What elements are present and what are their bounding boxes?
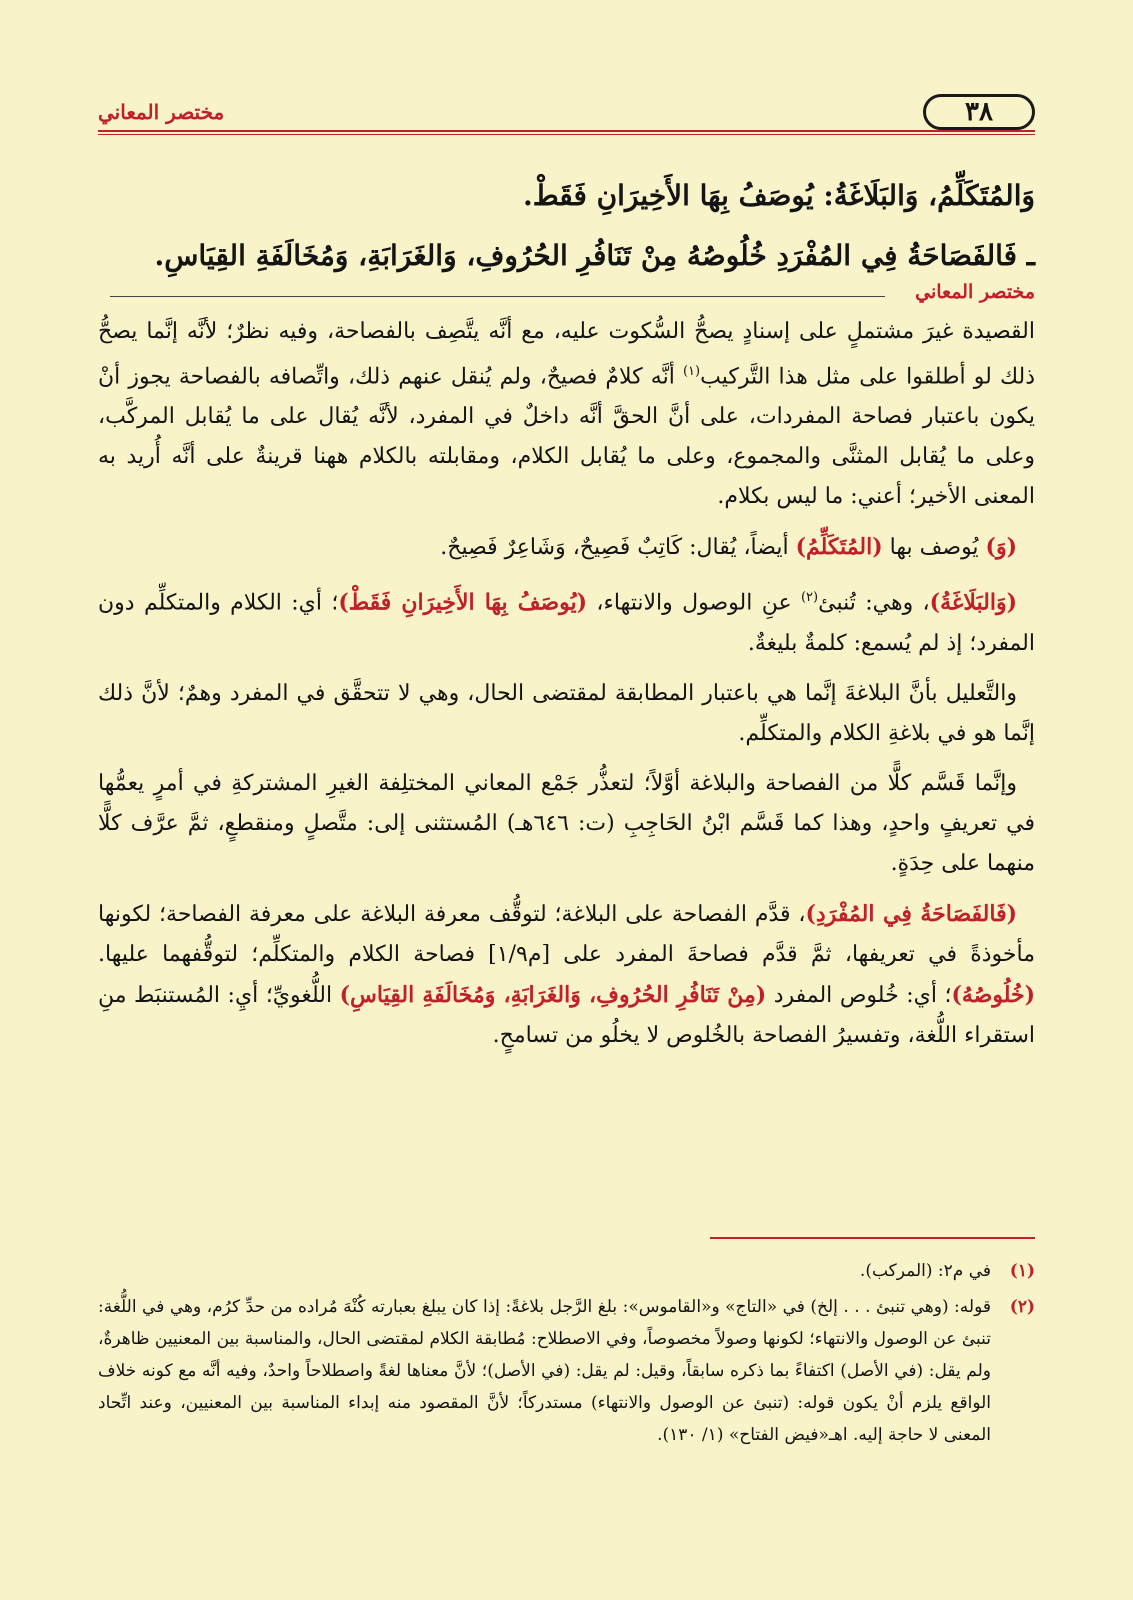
footnotes [98,1255,1035,1455]
section-rule [110,296,885,297]
matn-quote: (وَالبَلَاغَةُ) [929,589,1017,616]
matn-quote: (خُلُوصُهُ) [951,981,1036,1008]
paragraph-3 [98,578,1035,663]
paragraph-text: القصيدة غيرَ مشتملٍ على إسنادٍ يصحُّ السُّكوت عليه، مع أنَّه يتَّصِف بالفصاحة، وفيه نظرٌ؛ لأنَّه إنَّما يصحُّ ذلك لو أطلقوا على مثل هذا التَّركيب [98,319,1035,390]
paragraph-6 [98,894,1035,1056]
paragraph-text: يُوصف بها [882,535,986,561]
commentary-body [98,312,1035,1066]
matn-quote: (يُوصَفُ بِهَا الأَخِيرَانِ فَقَطْ) [338,589,588,616]
paragraph-text: عنِ الوصول والانتهاء، [587,590,801,616]
matn-line-1: وَالمُتَكَلِّمُ، وَالبَلَاغَةُ: يُوصَفُ بِهَا الأَخِيرَانِ فَقَطْ. [522,179,1035,212]
paragraph-text: ؛ أي: الكلام والمتكلِّم دون المفرد؛ إذ لم يُسمع: كلمةٌ بليغةٌ. [98,590,1035,656]
paragraph-text: أيضاً، يُقال: كَاتِبٌ فَصِيحٌ، وَشَاعِرٌ فَصِيحٌ. [440,535,796,561]
paragraph-5: وإنَّما قَسَّم كلًّا من الفصاحة والبلاغة أوَّلاً؛ لتعذُّر جَمْع المعاني المختلِفة الغيرِ المشتركةِ في أمرٍ يعمُّها في تعريفٍ واحدٍ، وهذا كما قَسَّم ابْنُ الحَاجِبِ (ت: ٦٤٦هـ) المُستثنى إلى: متَّصلٍ ومنقطعٍ، ثمَّ عرَّف كلًّا منهما على حِدَةٍ. [98,770,1035,876]
footnote-1 [98,1255,1035,1287]
paragraph-text: أنَّه كلامٌ فصيحٌ، ولم يُنقل عنهم ذلك، واتِّصافه بالفصاحة يجوز أنْ يكون باعتبار فصاحة المفردات، على أنَّ الحقَّ أنَّه داخلٌ في المفرد، لأنَّه يُقال على ما يُقابل المركَّب، وعلى ما يُقابل المثنَّى والمجموع، وعلى ما يُقابل الكلام، ومقابلته بالكلام ههنا قرينةٌ على أنَّه أُريد به المعنى الأخير؛ أعني: ما ليس بكلام. [98,364,1035,510]
header-rule [98,130,1035,132]
page-header [98,94,1035,134]
paragraph-text: ، وهي: تُنبئ [818,590,930,616]
section-label: مختصر المعاني [915,281,1035,303]
paragraph-text: اللُّغويِّ؛ أيِ: المُستنبَط منِ استقراء اللُّغة، وتفسيرُ الفصاحة بالخُلوص لا يخلُو من تسامحٍ. [98,982,1035,1048]
matn-quote: (المُتَكَلِّمُ) [795,534,883,561]
matn-quote: (وَ) [985,534,1017,561]
paragraph-text: ، قدَّم الفصاحة على البلاغة؛ لتوقُّف معرفة البلاغة على معرفة الفصاحة؛ لكونها مأخوذةً في تعريفها، ثمَّ قدَّم فصاحةَ المفرد على [م١/٩] فصاحة الكلام والمتكلِّم؛ لتوقُّفهما عليها. [98,901,1036,967]
matn-line-2: ـ فَالفَصَاحَةُ فِي المُفْرَدِ خُلُوصُهُ مِنْ تَنَافُرِ الحُرُوفِ، وَالغَرَابَةِ، وَمُخَالَفَةِ القِيَاسِ. [154,239,1035,272]
paragraph-1 [98,312,1035,517]
footnote-text: في م٢: (المركب). [859,1261,991,1281]
paragraph-2 [98,527,1035,568]
footnote-2 [98,1291,1035,1451]
page-number-badge [923,94,1035,130]
footnote-text: قوله: (وهي تنبئ . . . إلخ) في «التاج» و«القاموس»: بلغ الرَّجل بلاغةً: إذا كان يبلغ بعبارته كُنْهَ مُراده من حدِّ كرُم، وهي في اللُّغة: تنبئ عن الوصول والانتهاء؛ لكونها وصولاً مخصوصاً، وفي الاصطلاح: مُطابقة الكلام لمقتضى الحال، والمناسبة بين المعنيين ظاهرةٌ، ولم يقل: (في الأصل) اكتفاءً بما ذكره سابقاً، وقيل: لم يقل: (في الأصل)؛ لأنَّ معناها لغةً واصطلاحاً واحدٌ، وفيه أنَّه مع كونه خلاف الواقع يلزم أنْ يكون قوله: (تنبئ عن الوصول والانتهاء) مستدركاً؛ لأنَّ المقصود منه إبداء المناسبة بين المعنيين، وعند اتِّحاد المعنى لا حاجة إليه. اهـ«فيض الفتاح» (١/ ١٣٠). [98,1297,991,1445]
footnote-ref-1[interactable]: (١) [682,364,701,379]
footnote-number: (٢) [1009,1297,1035,1317]
footnote-number: (١) [1009,1261,1035,1281]
page-number: ٣٨ [965,97,993,127]
running-title: مختصر المعاني [98,100,225,124]
header-rule-thin [98,134,1035,135]
footnote-separator [710,1237,1035,1239]
paragraph-text: ؛ أي: خُلوص المفرد [766,982,952,1008]
paragraph-4: والتَّعليل بأنَّ البلاغةَ إنَّما هي باعتبار المطابقة لمقتضى الحال، وهي لا تتحقَّق في المفرد وهمٌ؛ لأنَّ ذلك إنَّما هو في بلاغةِ الكلام والمتكلِّم. [98,680,1035,746]
matn-quote: (فَالفَصَاحَةُ فِي المُفْرَدِ) [805,900,1017,927]
matn-quote: (مِنْ تَنَافُرِ الحُرُوفِ، وَالغَرَابَةِ، وَمُخَالَفَةِ القِيَاسِ) [339,981,767,1008]
footnote-ref-2[interactable]: (٢) [800,590,819,606]
